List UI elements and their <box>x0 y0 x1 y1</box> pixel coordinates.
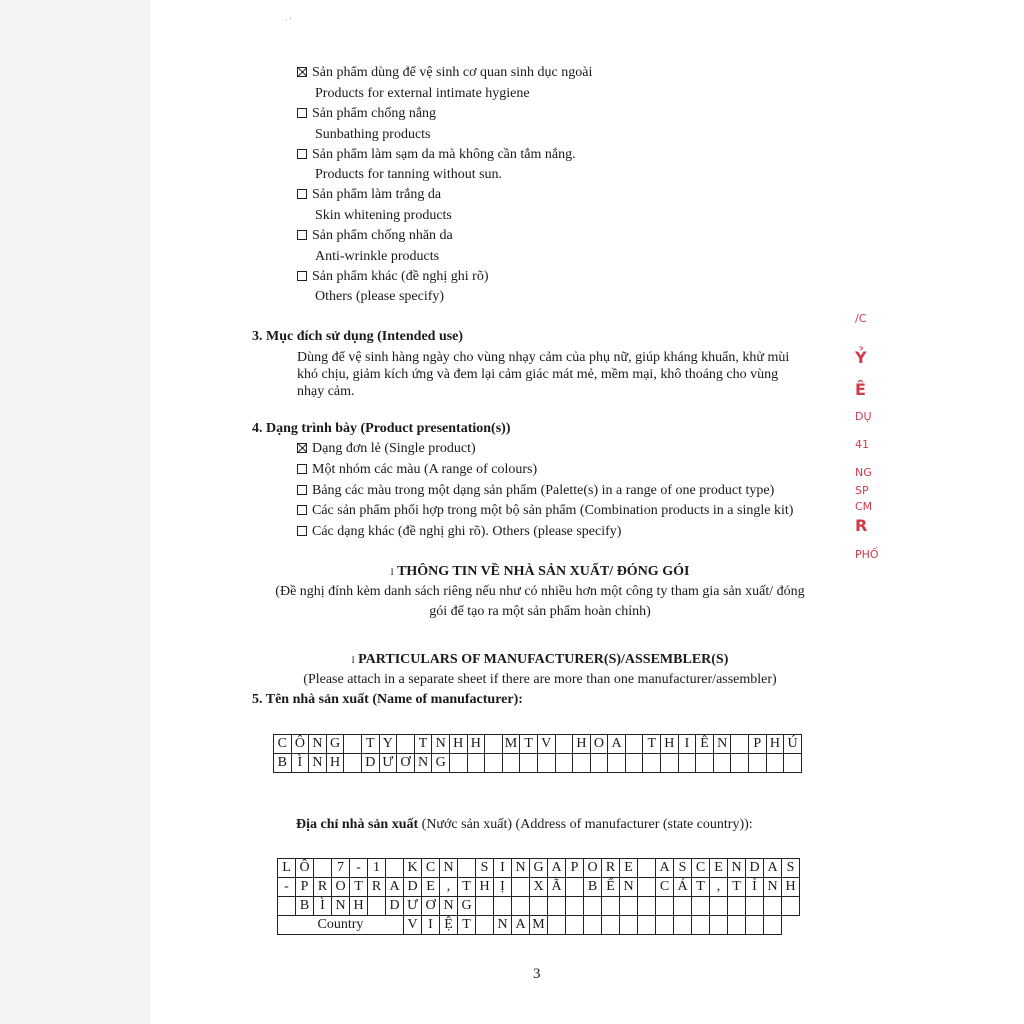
checkbox-icon <box>297 108 307 118</box>
manufacturer-name-grid <box>273 734 802 773</box>
grid-cell: D <box>404 878 422 897</box>
checkbox-icon <box>297 485 307 495</box>
grid-cell <box>696 754 714 773</box>
grid-cell <box>625 735 643 754</box>
grid-cell <box>476 897 494 916</box>
grid-row <box>278 897 800 916</box>
grid-cell <box>502 754 520 773</box>
grid-cell <box>602 916 620 935</box>
grid-cell <box>638 878 656 897</box>
grid-cell <box>344 754 362 773</box>
manufacturer-vn-title: I THÔNG TIN VỀ NHÀ SẢN XUẤT/ ĐÓNG GÓI <box>390 564 690 579</box>
product-option-3: Sản phẩm làm sạm da mà không cần tắm nắng. <box>297 146 576 164</box>
grid-cell: A <box>608 735 626 754</box>
grid-cell: Ú <box>784 735 802 754</box>
grid-cell <box>278 897 296 916</box>
grid-cell <box>731 735 749 754</box>
grid-cell: I <box>422 916 440 935</box>
grid-cell: A <box>548 859 566 878</box>
grid-cell <box>512 878 530 897</box>
grid-cell <box>764 897 782 916</box>
grid-cell: Ì <box>314 897 332 916</box>
grid-cell <box>397 735 415 754</box>
grid-cell <box>476 916 494 935</box>
grid-cell: M <box>530 916 548 935</box>
grid-cell: 1 <box>368 859 386 878</box>
grid-cell: C <box>422 859 440 878</box>
grid-row <box>274 754 802 773</box>
grid-cell: H <box>326 754 344 773</box>
grid-cell: 7 <box>332 859 350 878</box>
grid-cell: G <box>326 735 344 754</box>
product-option-1-en: Products for external intimate hygiene <box>315 86 530 101</box>
grid-cell <box>512 897 530 916</box>
stamp-text: R <box>855 516 868 535</box>
grid-cell <box>566 916 584 935</box>
grid-cell: T <box>728 878 746 897</box>
grid-cell: C <box>274 735 292 754</box>
grid-cell: H <box>573 735 591 754</box>
grid-cell: M <box>502 735 520 754</box>
grid-cell: P <box>749 735 767 754</box>
grid-cell: H <box>782 878 800 897</box>
grid-cell <box>674 916 692 935</box>
product-option-6-en: Others (please specify) <box>315 289 445 304</box>
grid-row <box>278 859 800 878</box>
grid-row <box>278 878 800 897</box>
grid-cell: G <box>432 754 450 773</box>
grid-cell <box>625 754 643 773</box>
grid-cell: C <box>656 878 674 897</box>
grid-cell: N <box>512 859 530 878</box>
grid-cell: Ỉ <box>746 878 764 897</box>
grid-cell <box>494 897 512 916</box>
grid-cell: , <box>710 878 728 897</box>
checkbox-icon <box>297 149 307 159</box>
manufacturer-en-title: I PARTICULARS OF MANUFACTURER(S)/ASSEMBLER(S) <box>351 652 729 667</box>
grid-cell: E <box>422 878 440 897</box>
grid-cell: - <box>350 859 368 878</box>
grid-cell <box>710 916 728 935</box>
grid-cell: Ư <box>404 897 422 916</box>
grid-cell: A <box>512 916 530 935</box>
grid-cell <box>368 897 386 916</box>
grid-cell: N <box>764 878 782 897</box>
grid-cell: Ơ <box>422 897 440 916</box>
product-option-3-en: Products for tanning without sun. <box>315 167 503 182</box>
stamp-text: Ê <box>855 380 866 399</box>
grid-cell <box>344 735 362 754</box>
grid-cell: A <box>764 859 782 878</box>
grid-cell: T <box>520 735 538 754</box>
grid-cell: O <box>590 735 608 754</box>
grid-cell: H <box>661 735 679 754</box>
grid-cell <box>692 916 710 935</box>
manufacturer-en-note: (Please attach in a separate sheet if there are more than one manufacturer/assembler) <box>303 672 777 687</box>
grid-cell: N <box>728 859 746 878</box>
grid-cell: N <box>713 735 731 754</box>
intended-use-line-2: khó chịu, giảm kích ứng và đem lại cảm giác mát mẻ, mềm mại, khô thoáng cho vùng <box>297 367 779 382</box>
grid-cell: B <box>274 754 292 773</box>
grid-cell: G <box>458 897 476 916</box>
grid-cell <box>537 754 555 773</box>
grid-cell: N <box>620 878 638 897</box>
grid-cell: T <box>692 878 710 897</box>
checkbox-icon <box>297 464 307 474</box>
grid-cell: T <box>414 735 432 754</box>
grid-cell <box>784 754 802 773</box>
grid-cell <box>620 916 638 935</box>
product-option-5-en: Anti-wrinkle products <box>315 249 440 264</box>
grid-cell <box>602 897 620 916</box>
grid-cell <box>449 754 467 773</box>
grid-cell: N <box>440 897 458 916</box>
intended-use-line-3: nhạy cảm. <box>297 384 355 399</box>
grid-cell: Ư <box>379 754 397 773</box>
manufacturer-vn-note-2: gói để tạo ra một sản phẩm hoàn chỉnh) <box>429 604 651 619</box>
presentation-option-4: Các sản phẩm phối hợp trong một bộ sản phẩm (Combination products in a single kit) <box>297 502 793 520</box>
grid-cell: P <box>296 878 314 897</box>
grid-cell: Ơ <box>397 754 415 773</box>
grid-cell: O <box>332 878 350 897</box>
grid-cell <box>584 916 602 935</box>
grid-cell: Ã <box>548 878 566 897</box>
grid-cell: O <box>584 859 602 878</box>
grid-cell: G <box>530 859 548 878</box>
grid-cell <box>584 897 602 916</box>
grid-cell <box>485 754 503 773</box>
grid-cell: - <box>278 878 296 897</box>
grid-cell <box>467 754 485 773</box>
grid-cell: L <box>278 859 296 878</box>
grid-cell: N <box>309 735 327 754</box>
stamp-text: SP <box>855 484 869 497</box>
country-label: Country <box>278 916 404 935</box>
grid-cell: N <box>440 859 458 878</box>
presentation-option-2: Một nhóm các màu (A range of colours) <box>297 461 537 479</box>
grid-cell: I <box>678 735 696 754</box>
product-option-4: Sản phẩm làm trắng da <box>297 186 441 204</box>
grid-cell <box>656 916 674 935</box>
grid-cell <box>782 897 800 916</box>
grid-cell: D <box>746 859 764 878</box>
grid-cell <box>555 754 573 773</box>
checkbox-icon <box>297 271 307 281</box>
grid-cell: N <box>494 916 512 935</box>
grid-cell <box>713 754 731 773</box>
grid-cell: N <box>432 735 450 754</box>
red-seal-stamp <box>855 300 885 570</box>
stamp-text: CM <box>855 500 873 513</box>
grid-cell <box>678 754 696 773</box>
grid-cell: Ì <box>291 754 309 773</box>
grid-cell: H <box>467 735 485 754</box>
grid-cell <box>530 897 548 916</box>
grid-cell: N <box>332 897 350 916</box>
grid-cell <box>590 754 608 773</box>
grid-cell: B <box>584 878 602 897</box>
grid-cell <box>674 897 692 916</box>
grid-cell: T <box>350 878 368 897</box>
grid-cell: K <box>404 859 422 878</box>
grid-cell: A <box>386 878 404 897</box>
grid-cell <box>548 916 566 935</box>
grid-cell: T <box>361 735 379 754</box>
grid-cell: E <box>620 859 638 878</box>
grid-cell <box>692 897 710 916</box>
grid-cell <box>638 916 656 935</box>
grid-cell <box>746 897 764 916</box>
grid-cell: H <box>766 735 784 754</box>
product-option-1: Sản phẩm dùng để vệ sinh cơ quan sinh dục ngoài <box>297 64 592 82</box>
grid-cell: R <box>314 878 332 897</box>
grid-cell <box>749 754 767 773</box>
grid-cell <box>728 916 746 935</box>
grid-cell: S <box>674 859 692 878</box>
grid-cell: D <box>361 754 379 773</box>
stamp-text: DỤ <box>855 410 872 423</box>
grid-cell <box>656 897 674 916</box>
grid-cell: Ế <box>602 878 620 897</box>
grid-cell: X <box>530 878 548 897</box>
product-option-6: Sản phẩm khác (đề nghị ghi rõ) <box>297 268 489 286</box>
grid-cell: T <box>458 916 476 935</box>
presentation-option-1: Dạng đơn lẻ (Single product) <box>297 440 476 458</box>
address-heading: Địa chỉ nhà sản xuất (Nước sản xuất) (Address of manufacturer (state country)): <box>296 817 753 832</box>
grid-cell <box>746 916 764 935</box>
stamp-text: 41 <box>855 438 869 451</box>
stamp-text: NG <box>855 466 872 479</box>
grid-cell: H <box>476 878 494 897</box>
grid-cell <box>520 754 538 773</box>
presentation-option-3: Bảng các màu trong một dạng sản phẩm (Palette(s) in a range of one product type) <box>297 482 774 500</box>
grid-cell: Ị <box>494 878 512 897</box>
checkbox-icon <box>297 505 307 515</box>
grid-cell: B <box>296 897 314 916</box>
grid-cell: V <box>404 916 422 935</box>
checkbox-icon <box>297 526 307 536</box>
product-option-4-en: Skin whitening products <box>315 208 452 223</box>
grid-cell: Ê <box>696 735 714 754</box>
grid-cell: Ệ <box>440 916 458 935</box>
grid-cell: S <box>476 859 494 878</box>
grid-cell: Á <box>674 878 692 897</box>
grid-cell <box>766 754 784 773</box>
grid-cell: N <box>309 754 327 773</box>
checked-box-icon <box>297 443 307 453</box>
grid-cell: Ô <box>291 735 309 754</box>
grid-cell <box>608 754 626 773</box>
grid-cell: I <box>494 859 512 878</box>
grid-cell: H <box>350 897 368 916</box>
grid-cell <box>573 754 591 773</box>
grid-cell: D <box>386 897 404 916</box>
grid-cell <box>458 859 476 878</box>
grid-cell <box>548 897 566 916</box>
product-option-5: Sản phẩm chống nhăn da <box>297 227 453 245</box>
grid-cell <box>555 735 573 754</box>
grid-cell <box>566 897 584 916</box>
product-option-2-en: Sunbathing products <box>315 127 431 142</box>
corner-mark: · ' <box>285 16 292 25</box>
manufacturer-name-heading: 5. Tên nhà sản xuất (Name of manufacturer): <box>252 692 523 707</box>
grid-cell <box>485 735 503 754</box>
grid-cell <box>728 897 746 916</box>
stamp-text: Ỷ <box>855 348 867 367</box>
grid-cell: T <box>458 878 476 897</box>
grid-cell: N <box>414 754 432 773</box>
checkbox-icon <box>297 230 307 240</box>
grid-cell <box>638 897 656 916</box>
manufacturer-vn-note-1: (Đề nghị đính kèm danh sách riêng nếu như có nhiều hơn một công ty tham gia sản xuất/ đóng <box>275 584 805 599</box>
grid-cell <box>661 754 679 773</box>
page-number: 3 <box>533 966 541 982</box>
grid-cell: E <box>710 859 728 878</box>
grid-cell <box>638 859 656 878</box>
grid-cell: C <box>692 859 710 878</box>
grid-cell <box>710 897 728 916</box>
grid-cell: , <box>440 878 458 897</box>
grid-cell: T <box>643 735 661 754</box>
checked-box-icon <box>297 67 307 77</box>
grid-cell <box>314 859 332 878</box>
checkbox-icon <box>297 189 307 199</box>
grid-cell: S <box>782 859 800 878</box>
country-row <box>278 916 800 935</box>
grid-cell: A <box>656 859 674 878</box>
grid-cell: H <box>449 735 467 754</box>
grid-cell <box>620 897 638 916</box>
grid-row <box>274 735 802 754</box>
grid-cell <box>386 859 404 878</box>
presentation-option-5: Các dạng khác (đề nghị ghi rõ). Others (please specify) <box>297 523 621 541</box>
grid-cell: R <box>368 878 386 897</box>
presentation-heading: 4. Dạng trình bày (Product presentation(s)) <box>252 421 511 436</box>
grid-cell <box>731 754 749 773</box>
grid-cell <box>566 878 584 897</box>
grid-cell <box>643 754 661 773</box>
manufacturer-address-grid <box>277 858 800 935</box>
grid-cell: Ô <box>296 859 314 878</box>
grid-cell: Y <box>379 735 397 754</box>
intended-use-line-1: Dùng để vệ sinh hàng ngày cho vùng nhạy cảm của phụ nữ, giúp kháng khuẩn, khử mùi <box>297 350 790 365</box>
product-option-2: Sản phẩm chống nắng <box>297 105 436 123</box>
stamp-text: PHỐ <box>855 548 879 561</box>
grid-cell <box>764 916 782 935</box>
grid-cell: V <box>537 735 555 754</box>
grid-cell: R <box>602 859 620 878</box>
intended-use-heading: 3. Mục đích sử dụng (Intended use) <box>252 329 464 344</box>
stamp-text: /C <box>855 312 867 325</box>
grid-cell: P <box>566 859 584 878</box>
